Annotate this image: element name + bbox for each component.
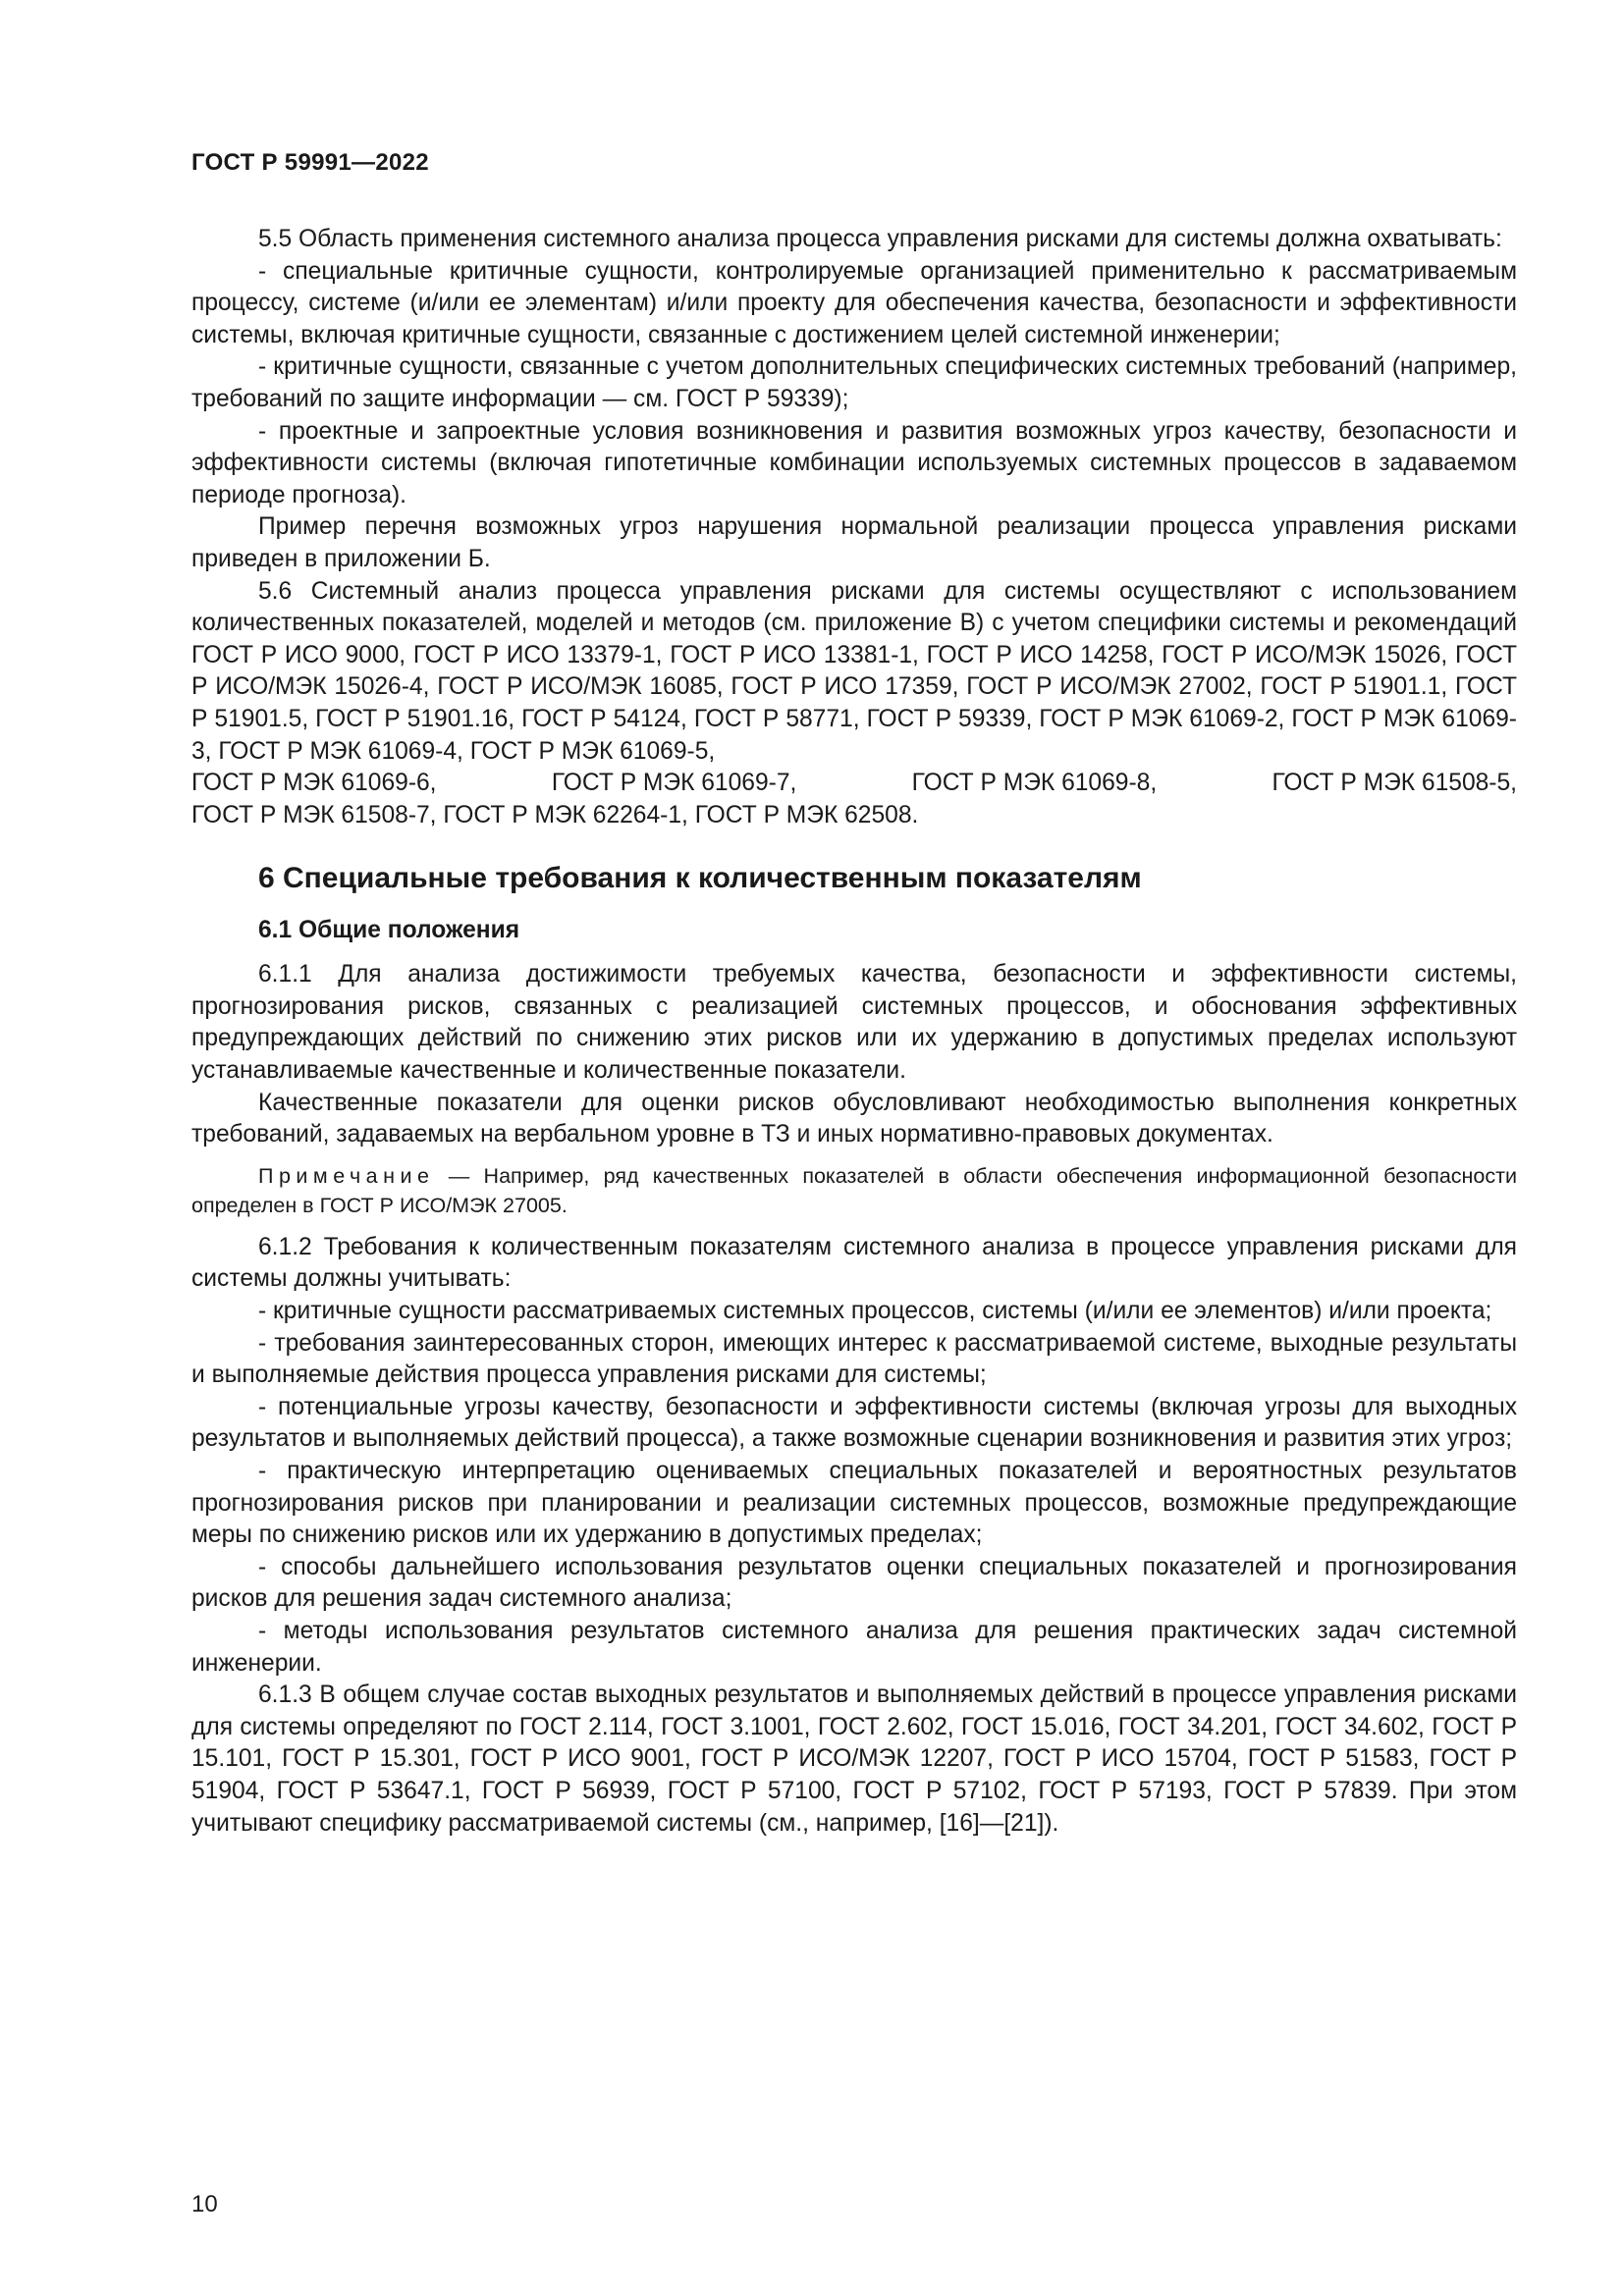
list-item: - способы дальнейшего использования результатов оценки специальных показателей и прогнозирования рисков для решения задач системного анализа; xyxy=(191,1553,1517,1613)
paragraph-5-6: 5.6 Системный анализ процесса управления рисками для системы осуществляют с использованием количественных показателей, моделей и методов (см. приложение В) с учетом специфики системы и рекомендаций ГОСТ Р ИСО 9000, ГОСТ Р ИСО 13379-1, ГОСТ Р ИСО 13381-1, ГОСТ Р ИСО 14258, ГОСТ Р ИСО/МЭК 15026, ГОСТ Р ИСО/МЭК 15026-4, ГОСТ Р ИСО/МЭК 16085, ГОСТ Р ИСО 17359, ГОСТ Р ИСО/МЭК 27002, ГОСТ Р 51901.1, ГОСТ Р 51901.5, ГОСТ Р 51901.16, ГОСТ Р 54124, ГОСТ Р 58771, ГОСТ Р 59339, ГОСТ Р МЭК 61069-2, ГОСТ Р МЭК 61069-3, ГОСТ Р МЭК 61069-4, ГОСТ Р МЭК 61069-5, xyxy=(191,577,1517,765)
list-item: - специальные критичные сущности, контролируемые организацией применительно к рассматриваемым процессу, системе (и/или ее элементам) и/или проекту для обеспечения качества, безопасности и эффективности системы, включая критичные сущности, связанные с достижением целей системной инженерии; xyxy=(191,257,1517,348)
ref-item: ГОСТ Р МЭК 61069-8, xyxy=(911,770,1158,797)
paragraph-5-5-example: Пример перечня возможных угроз нарушения нормальной реализации процесса управления рисками приведен в приложении Б. xyxy=(191,513,1517,572)
list-item: - потенциальные угрозы качеству, безопасности и эффективности системы (включая угрозы для выходных результатов и выполняемых действий процесса), а также возможные сценарии возникновения и развития этих угроз; xyxy=(191,1393,1517,1453)
list-item: - критичные сущности, связанные с учетом дополнительных специфических системных требований (например, требований по защите информации — см. ГОСТ Р 59339); xyxy=(191,353,1517,412)
document-header: ГОСТ Р 59991—2022 xyxy=(191,149,429,176)
section-6-1-heading: 6.1 Общие положения xyxy=(258,917,520,944)
paragraph-6-1-1: 6.1.1 Для анализа достижимости требуемых качества, безопасности и эффективности системы, прогнозирования рисков, связанных с реализацией системных процессов, и обоснования эффективных предупреждающих действий по снижению этих рисков или их удержанию в допустимых пределах используют устанавливаемые качественные и количественные показатели. xyxy=(191,961,1517,1085)
page-number: 10 xyxy=(191,2191,218,2217)
list-item: - практическую интерпретацию оцениваемых специальных показателей и вероятностных результатов прогнозирования рисков при планировании и реализации системных процессов, возможные предупреждающие меры по снижению рисков или их удержанию в допустимых пределах; xyxy=(191,1458,1517,1549)
paragraph-5-6-refs-row xyxy=(191,768,1517,800)
list-item: - критичные сущности рассматриваемых системных процессов, системы (и/или ее элементов) и/или проекта; xyxy=(258,1298,1492,1325)
note xyxy=(191,1161,1517,1220)
ref-item: ГОСТ Р МЭК 61508-5, xyxy=(1272,770,1517,797)
list-item: - методы использования результатов системного анализа для решения практических задач системной инженерии. xyxy=(191,1617,1517,1677)
paragraph-6-1-2-intro: 6.1.2 Требования к количественным показателям системного анализа в процессе управления рисками для системы должны учитывать: xyxy=(191,1233,1517,1293)
page-body xyxy=(191,224,1517,1840)
paragraph-5-5-intro: 5.5 Область применения системного анализа процесса управления рисками для системы должна охватывать: xyxy=(258,226,1502,252)
section-6-heading: 6 Специальные требования к количественным показателям xyxy=(258,862,1142,895)
paragraph-6-1-3: 6.1.3 В общем случае состав выходных результатов и выполняемых действий в процессе управления рисками для системы определяют по ГОСТ 2.114, ГОСТ 3.1001, ГОСТ 2.602, ГОСТ 15.016, ГОСТ 34.201, ГОСТ 34.602, ГОСТ Р 15.101, ГОСТ Р 15.301, ГОСТ Р ИСО 9001, ГОСТ Р ИСО/МЭК 12207, ГОСТ Р ИСО 15704, ГОСТ Р 51583, ГОСТ Р 51904, ГОСТ Р 53647.1, ГОСТ Р 56939, ГОСТ Р 57100, ГОСТ Р 57102, ГОСТ Р 57193, ГОСТ Р 57839. При этом учитывают специфику рассматриваемой системы (см., например, [16]—[21]). xyxy=(191,1682,1517,1837)
note-label: Примечание xyxy=(258,1163,435,1188)
list-item: - требования заинтересованных сторон, имеющих интерес к рассматриваемой системе, выходные результаты и выполняемые действия процесса управления рисками для системы; xyxy=(191,1329,1517,1389)
note-text: — Например, ряд качественных показателей в области обеспечения информационной безопасности определен в ГОСТ Р ИСО/МЭК 27005. xyxy=(191,1163,1517,1217)
list-item: - проектные и запроектные условия возникновения и развития возможных угроз качеству, безопасности и эффективности системы (включая гипотетичные комбинации используемых системных процессов в задаваемом периоде прогноза). xyxy=(191,417,1517,508)
ref-item: ГОСТ Р МЭК 61069-7, xyxy=(551,770,797,797)
paragraph-6-1-1-qualitative: Качественные показатели для оценки рисков обусловливают необходимостью выполнения конкретных требований, задаваемых на вербальном уровне в ТЗ и иных нормативно-правовых документах. xyxy=(191,1089,1517,1148)
ref-item: ГОСТ Р МЭК 61069-6, xyxy=(191,770,437,797)
paragraph-5-6-end: ГОСТ Р МЭК 61508-7, ГОСТ Р МЭК 62264-1, ГОСТ Р МЭК 62508. xyxy=(191,801,919,828)
